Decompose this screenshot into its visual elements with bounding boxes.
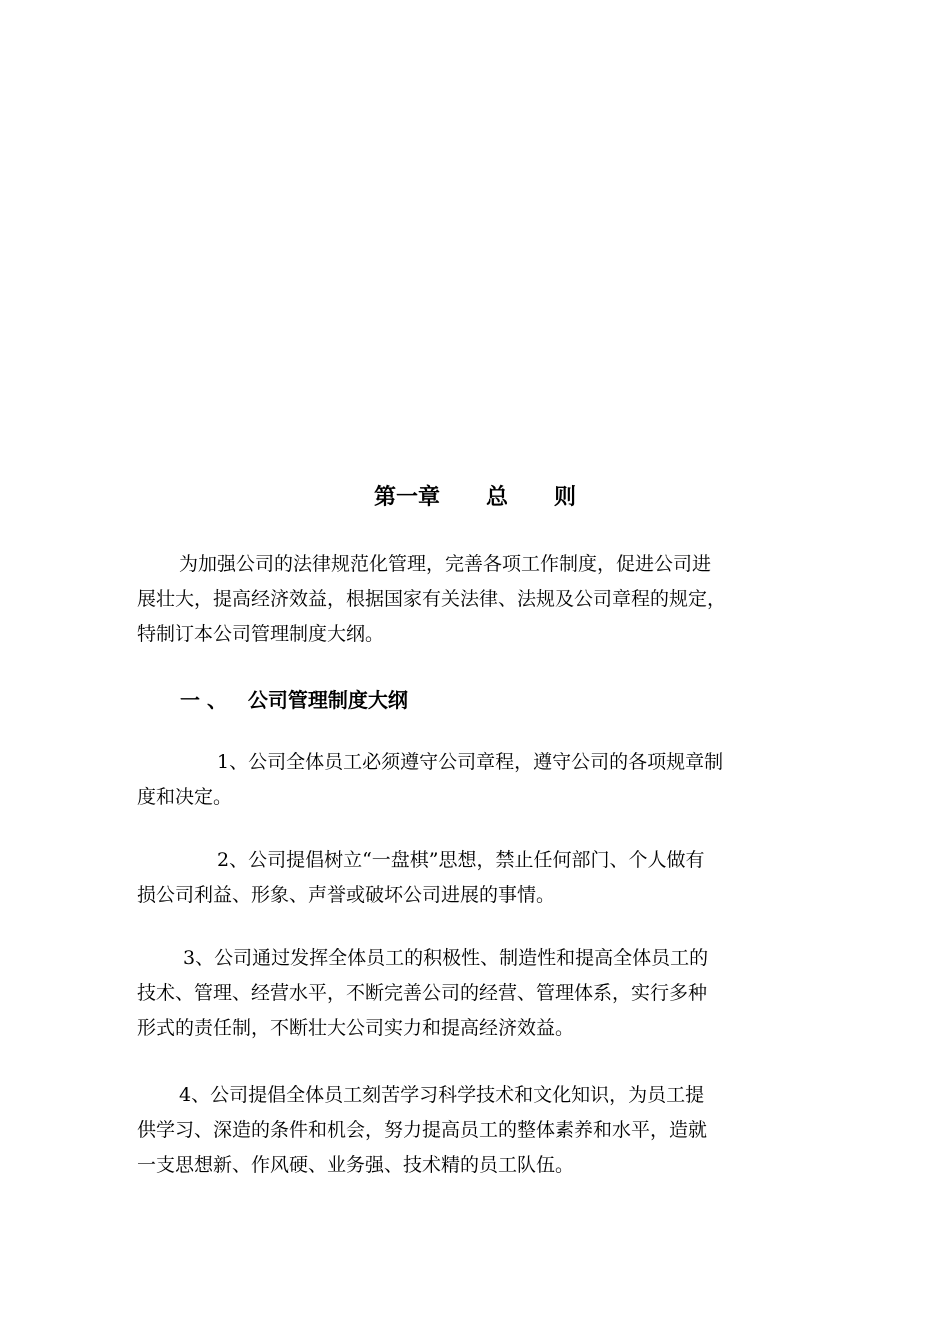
- intro-line: 特制订本公司管理制度大纲。: [137, 623, 385, 645]
- item-line: 3、公司通过发挥全体员工的积极性、制造性和提高全体员工的: [183, 947, 709, 969]
- chapter-title: 第一章 总 则: [374, 485, 576, 510]
- intro-paragraph: [137, 547, 813, 652]
- section-heading: 一 、 公司管理制度大纲: [180, 688, 408, 712]
- item-line: 损公司利益、形象、声誉或破坏公司进展的事情。: [137, 884, 556, 906]
- item-line: 技术、管理、经营水平，不断完善公司的经营、管理体系，实行多种: [137, 982, 708, 1004]
- item-line: 一支思想新、作风硬、业务强、技术精的员工队伍。: [137, 1154, 575, 1176]
- item-paragraph: [137, 745, 813, 815]
- item-paragraph: [137, 941, 813, 1046]
- item-line: 1、公司全体员工必须遵守公司章程，遵守公司的各项规章制: [217, 751, 724, 773]
- item-line: 供学习、深造的条件和机会，努力提高员工的整体素养和水平，造就: [137, 1119, 708, 1141]
- intro-line: 展壮大，提高经济效益，根据国家有关法律、法规及公司章程的规定，: [137, 588, 727, 610]
- item-line: 形式的责任制，不断壮大公司实力和提高经济效益。: [137, 1017, 575, 1039]
- item-paragraph: [137, 1078, 813, 1183]
- item-paragraph: [137, 843, 813, 913]
- item-line: 4、公司提倡全体员工刻苦学习科学技术和文化知识，为员工提: [179, 1084, 705, 1106]
- item-line: 度和决定。: [137, 786, 233, 808]
- item-line: 2、公司提倡树立“一盘棋”思想，禁止任何部门、个人做有: [217, 849, 705, 871]
- intro-line: 为加强公司的法律规范化管理，完善各项工作制度，促进公司进: [179, 553, 712, 575]
